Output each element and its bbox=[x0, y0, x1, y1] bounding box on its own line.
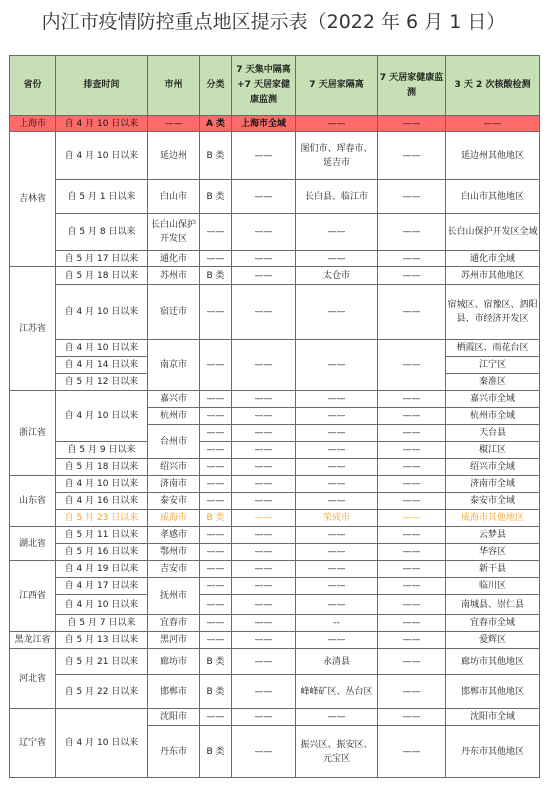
test-cell: 苏州市其他地区 bbox=[446, 267, 540, 285]
class-cell: B 类 bbox=[200, 180, 232, 214]
monitoring-cell: —— bbox=[378, 267, 446, 285]
test-cell: —— bbox=[446, 116, 540, 132]
isolation-cell: 振兴区、振安区、元宝区 bbox=[296, 726, 378, 778]
city-cell: 廊坊市 bbox=[148, 649, 200, 675]
isolation-cell: —— bbox=[296, 408, 378, 425]
monitoring-cell: —— bbox=[378, 214, 446, 251]
isolation-cell: —— bbox=[296, 214, 378, 251]
quarantine-cell: —— bbox=[232, 267, 296, 285]
table-row bbox=[10, 267, 540, 285]
quarantine-cell: —— bbox=[232, 675, 296, 709]
monitoring-cell: —— bbox=[378, 340, 446, 391]
city-cell: 沈阳市 bbox=[148, 709, 200, 726]
class-cell: —— bbox=[200, 214, 232, 251]
city-cell: —— bbox=[148, 116, 200, 132]
quarantine-cell: —— bbox=[232, 527, 296, 544]
quarantine-cell: —— bbox=[232, 408, 296, 425]
monitoring-cell: —— bbox=[378, 180, 446, 214]
test-cell: 丹东市其他地区 bbox=[446, 726, 540, 778]
isolation-cell: —— bbox=[296, 527, 378, 544]
city-cell: 邯郸市 bbox=[148, 675, 200, 709]
class-cell: B 类 bbox=[200, 675, 232, 709]
class-cell: A 类 bbox=[200, 116, 232, 132]
quarantine-cell: —— bbox=[232, 510, 296, 527]
time-cell: 自 4 月 10 日以来 bbox=[56, 595, 148, 615]
quarantine-cell: —— bbox=[232, 285, 296, 340]
table-row bbox=[10, 214, 540, 251]
city-cell: 绍兴市 bbox=[148, 459, 200, 476]
table-row bbox=[10, 675, 540, 709]
quarantine-cell: —— bbox=[232, 709, 296, 726]
table-row bbox=[10, 578, 540, 595]
time-cell: 自 4 月 17 日以来 bbox=[56, 578, 148, 595]
monitoring-cell: —— bbox=[378, 510, 446, 527]
isolation-cell: —— bbox=[296, 709, 378, 726]
isolation-cell: —— bbox=[296, 425, 378, 442]
table-row bbox=[10, 544, 540, 561]
quarantine-cell: —— bbox=[232, 493, 296, 510]
test-cell: 邯郸市其他地区 bbox=[446, 675, 540, 709]
monitoring-cell: —— bbox=[378, 578, 446, 595]
table-header-row bbox=[10, 56, 540, 116]
time-cell: 自 5 月 8 日以来 bbox=[56, 214, 148, 251]
isolation-cell: —— bbox=[296, 632, 378, 649]
page-title: 内江市疫情防控重点地区提示表（2022 年 6 月 1 日） bbox=[41, 11, 506, 33]
time-cell: 自 5 月 7 日以来 bbox=[56, 615, 148, 632]
city-cell: 威海市 bbox=[148, 510, 200, 527]
monitoring-cell: —— bbox=[378, 649, 446, 675]
province-cell: 黑龙江省 bbox=[10, 632, 56, 649]
isolation-cell: —— bbox=[296, 391, 378, 408]
test-cell: 椒江区 bbox=[446, 442, 540, 459]
quarantine-cell: —— bbox=[232, 561, 296, 578]
isolation-cell: -- bbox=[296, 615, 378, 632]
table-row bbox=[10, 510, 540, 527]
isolation-cell: —— bbox=[296, 459, 378, 476]
table-row bbox=[10, 251, 540, 267]
class-cell: —— bbox=[200, 561, 232, 578]
monitoring-cell: —— bbox=[378, 709, 446, 726]
province-cell: 辽宁省 bbox=[10, 709, 56, 778]
table-row bbox=[10, 132, 540, 180]
table-row bbox=[10, 442, 540, 459]
time-cell: 自 4 月 10 日以来 bbox=[56, 285, 148, 340]
time-cell: 自 5 月 21 日以来 bbox=[56, 649, 148, 675]
isolation-cell: —— bbox=[296, 476, 378, 493]
header-province: 省份 bbox=[10, 56, 56, 116]
time-cell: 自 5 月 18 日以来 bbox=[56, 267, 148, 285]
isolation-cell: —— bbox=[296, 544, 378, 561]
quarantine-cell: —— bbox=[232, 632, 296, 649]
monitoring-cell: —— bbox=[378, 251, 446, 267]
monitoring-cell: —— bbox=[378, 132, 446, 180]
quarantine-cell: —— bbox=[232, 476, 296, 493]
table-row bbox=[10, 527, 540, 544]
table-row bbox=[10, 116, 540, 132]
header-time: 排查时间 bbox=[56, 56, 148, 116]
class-cell: B 类 bbox=[200, 726, 232, 778]
quarantine-cell: —— bbox=[232, 251, 296, 267]
class-cell: —— bbox=[200, 595, 232, 615]
time-cell: 自 5 月 17 日以来 bbox=[56, 251, 148, 267]
test-cell: 临川区 bbox=[446, 578, 540, 595]
city-cell: 通化市 bbox=[148, 251, 200, 267]
monitoring-cell: —— bbox=[378, 527, 446, 544]
time-cell: 自 4 月 16 日以来 bbox=[56, 493, 148, 510]
test-cell: 天台县 bbox=[446, 425, 540, 442]
quarantine-cell: —— bbox=[232, 459, 296, 476]
test-cell: 延边州其他地区 bbox=[446, 132, 540, 180]
class-cell: —— bbox=[200, 408, 232, 425]
class-cell: —— bbox=[200, 632, 232, 649]
quarantine-cell: —— bbox=[232, 340, 296, 391]
quarantine-cell: —— bbox=[232, 132, 296, 180]
class-cell: —— bbox=[200, 493, 232, 510]
test-cell: 泰安市全域 bbox=[446, 493, 540, 510]
province-cell: 河北省 bbox=[10, 649, 56, 709]
time-cell: 自 5 月 18 日以来 bbox=[56, 459, 148, 476]
monitoring-cell: —— bbox=[378, 408, 446, 425]
header-home-monitoring: 7 天居家健康监测 bbox=[378, 56, 446, 116]
monitoring-cell: —— bbox=[378, 726, 446, 778]
time-cell: 自 4 月 10 日以来 bbox=[56, 340, 148, 357]
monitoring-cell: —— bbox=[378, 615, 446, 632]
monitoring-cell: —— bbox=[378, 544, 446, 561]
class-cell: —— bbox=[200, 340, 232, 391]
monitoring-cell: —— bbox=[378, 285, 446, 340]
monitoring-cell: —— bbox=[378, 476, 446, 493]
time-cell: 自 4 月 10 日以来 bbox=[56, 132, 148, 180]
quarantine-cell: —— bbox=[232, 442, 296, 459]
quarantine-cell: —— bbox=[232, 615, 296, 632]
test-cell: 江宁区 bbox=[446, 357, 540, 374]
header-quarantine-7-7: 7 天集中隔离+7 天居家健康监测 bbox=[232, 56, 296, 116]
test-cell: 济南市全域 bbox=[446, 476, 540, 493]
header-home-isolation: 7 天居家隔离 bbox=[296, 56, 378, 116]
city-cell: 丹东市 bbox=[148, 726, 200, 778]
table-row bbox=[10, 595, 540, 615]
city-cell: 抚州市 bbox=[148, 578, 200, 615]
city-cell: 嘉兴市 bbox=[148, 391, 200, 408]
test-cell: 栖霞区、雨花台区 bbox=[446, 340, 540, 357]
province-cell: 浙江省 bbox=[10, 391, 56, 476]
test-cell: 新干县 bbox=[446, 561, 540, 578]
test-cell: 云梦县 bbox=[446, 527, 540, 544]
test-cell: 宜春市全域 bbox=[446, 615, 540, 632]
isolation-cell: —— bbox=[296, 251, 378, 267]
city-cell: 宿迁市 bbox=[148, 285, 200, 340]
province-cell: 上海市 bbox=[10, 116, 56, 132]
class-cell: —— bbox=[200, 251, 232, 267]
time-cell: 自 5 月 12 日以来 bbox=[56, 374, 148, 391]
time-cell: 自 4 月 14 日以来 bbox=[56, 357, 148, 374]
class-cell: B 类 bbox=[200, 132, 232, 180]
header-class: 分类 bbox=[200, 56, 232, 116]
isolation-cell: —— bbox=[296, 285, 378, 340]
class-cell: —— bbox=[200, 442, 232, 459]
city-cell: 孝感市 bbox=[148, 527, 200, 544]
time-cell: 自 5 月 22 日以来 bbox=[56, 675, 148, 709]
key-areas-table bbox=[9, 55, 540, 778]
city-cell: 济南市 bbox=[148, 476, 200, 493]
test-cell: 沈阳市全域 bbox=[446, 709, 540, 726]
class-cell: —— bbox=[200, 285, 232, 340]
isolation-cell: —— bbox=[296, 340, 378, 391]
monitoring-cell: —— bbox=[378, 425, 446, 442]
monitoring-cell: —— bbox=[378, 116, 446, 132]
time-cell: 自 4 月 10 日以来 bbox=[56, 709, 148, 778]
class-cell: —— bbox=[200, 544, 232, 561]
isolation-cell: —— bbox=[296, 442, 378, 459]
class-cell: —— bbox=[200, 615, 232, 632]
test-cell: 宿城区、宿豫区、泗阳县、市经济开发区 bbox=[446, 285, 540, 340]
class-cell: —— bbox=[200, 459, 232, 476]
class-cell: —— bbox=[200, 527, 232, 544]
test-cell: 廊坊市其他地区 bbox=[446, 649, 540, 675]
quarantine-cell: —— bbox=[232, 180, 296, 214]
table-row bbox=[10, 340, 540, 357]
time-cell: 自 4 月 10 日以来 bbox=[56, 391, 148, 442]
province-cell: 江苏省 bbox=[10, 267, 56, 391]
isolation-cell: 长白县、临江市 bbox=[296, 180, 378, 214]
province-cell: 江西省 bbox=[10, 561, 56, 632]
province-cell: 山东省 bbox=[10, 476, 56, 527]
quarantine-cell: —— bbox=[232, 726, 296, 778]
city-cell: 泰安市 bbox=[148, 493, 200, 510]
test-cell: 长白山保护开发区全域 bbox=[446, 214, 540, 251]
class-cell: —— bbox=[200, 578, 232, 595]
time-cell: 自 4 月 10 日以来 bbox=[56, 476, 148, 493]
class-cell: —— bbox=[200, 391, 232, 408]
class-cell: —— bbox=[200, 476, 232, 493]
class-cell: B 类 bbox=[200, 649, 232, 675]
city-cell: 长白山保护开发区 bbox=[148, 214, 200, 251]
isolation-cell: —— bbox=[296, 578, 378, 595]
time-cell: 自 5 月 13 日以来 bbox=[56, 632, 148, 649]
quarantine-cell: —— bbox=[232, 595, 296, 615]
table-row bbox=[10, 285, 540, 340]
header-nucleic-test: 3 天 2 次核酸检测 bbox=[446, 56, 540, 116]
city-cell: 延边州 bbox=[148, 132, 200, 180]
monitoring-cell: —— bbox=[378, 595, 446, 615]
city-cell: 宜春市 bbox=[148, 615, 200, 632]
isolation-cell: 永清县 bbox=[296, 649, 378, 675]
class-cell: B 类 bbox=[200, 267, 232, 285]
table-row bbox=[10, 459, 540, 476]
test-cell: 白山市其他地区 bbox=[446, 180, 540, 214]
class-cell: —— bbox=[200, 425, 232, 442]
province-cell: 吉林省 bbox=[10, 132, 56, 267]
isolation-cell: 太仓市 bbox=[296, 267, 378, 285]
monitoring-cell: —— bbox=[378, 493, 446, 510]
table-row bbox=[10, 391, 540, 408]
monitoring-cell: —— bbox=[378, 442, 446, 459]
isolation-cell: —— bbox=[296, 561, 378, 578]
quarantine-cell: —— bbox=[232, 425, 296, 442]
city-cell: 白山市 bbox=[148, 180, 200, 214]
isolation-cell: 峰峰矿区、丛台区 bbox=[296, 675, 378, 709]
quarantine-cell: —— bbox=[232, 578, 296, 595]
time-cell: 自 4 月 19 日以来 bbox=[56, 561, 148, 578]
table-row bbox=[10, 632, 540, 649]
time-cell: 自 4 月 10 日以来 bbox=[56, 116, 148, 132]
monitoring-cell: —— bbox=[378, 561, 446, 578]
quarantine-cell: 上海市全域 bbox=[232, 116, 296, 132]
city-cell: 吉安市 bbox=[148, 561, 200, 578]
quarantine-cell: —— bbox=[232, 649, 296, 675]
quarantine-cell: —— bbox=[232, 544, 296, 561]
isolation-cell: 图们市、珲春市、延吉市 bbox=[296, 132, 378, 180]
monitoring-cell: —— bbox=[378, 459, 446, 476]
time-cell: 自 5 月 11 日以来 bbox=[56, 527, 148, 544]
time-cell: 自 5 月 16 日以来 bbox=[56, 544, 148, 561]
table-row bbox=[10, 615, 540, 632]
city-cell: 杭州市 bbox=[148, 408, 200, 425]
test-cell: 威海市其他地区 bbox=[446, 510, 540, 527]
test-cell: 南城县、崇仁县 bbox=[446, 595, 540, 615]
table-row bbox=[10, 709, 540, 726]
table-row bbox=[10, 493, 540, 510]
city-cell: 鄂州市 bbox=[148, 544, 200, 561]
test-cell: 嘉兴市全域 bbox=[446, 391, 540, 408]
time-cell: 自 5 月 1 日以来 bbox=[56, 180, 148, 214]
isolation-cell: —— bbox=[296, 116, 378, 132]
city-cell: 台州市 bbox=[148, 425, 200, 459]
table-row bbox=[10, 180, 540, 214]
test-cell: 杭州市全域 bbox=[446, 408, 540, 425]
time-cell: 自 5 月 23 日以来 bbox=[56, 510, 148, 527]
test-cell: 绍兴市全域 bbox=[446, 459, 540, 476]
test-cell: 秦淮区 bbox=[446, 374, 540, 391]
test-cell: 通化市全域 bbox=[446, 251, 540, 267]
table-row bbox=[10, 476, 540, 493]
isolation-cell: —— bbox=[296, 595, 378, 615]
city-cell: 苏州市 bbox=[148, 267, 200, 285]
table-row bbox=[10, 649, 540, 675]
table-row bbox=[10, 561, 540, 578]
class-cell: B 类 bbox=[200, 510, 232, 527]
monitoring-cell: —— bbox=[378, 675, 446, 709]
monitoring-cell: —— bbox=[378, 391, 446, 408]
quarantine-cell: —— bbox=[232, 214, 296, 251]
header-city: 市州 bbox=[148, 56, 200, 116]
province-cell: 湖北省 bbox=[10, 527, 56, 561]
test-cell: 爱辉区 bbox=[446, 632, 540, 649]
isolation-cell: 荣成市 bbox=[296, 510, 378, 527]
time-cell: 自 5 月 9 日以来 bbox=[56, 442, 148, 459]
test-cell: 华容区 bbox=[446, 544, 540, 561]
city-cell: 南京市 bbox=[148, 340, 200, 391]
quarantine-cell: —— bbox=[232, 391, 296, 408]
monitoring-cell: —— bbox=[378, 632, 446, 649]
class-cell: —— bbox=[200, 709, 232, 726]
city-cell: 黑河市 bbox=[148, 632, 200, 649]
isolation-cell: —— bbox=[296, 493, 378, 510]
